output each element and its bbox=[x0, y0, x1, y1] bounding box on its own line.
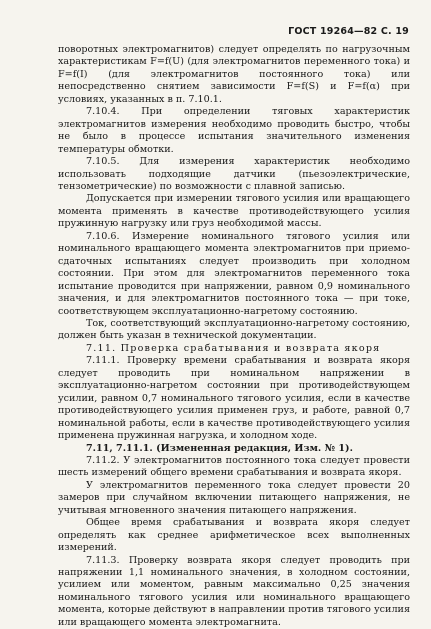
paragraph: 7.11.3. Проверку возврата якоря следует проводить при напряжении 1,1 номинального значения, в холодном состоянии, усилием или моментом, равным максимально 0,25 значения номинального тягового усилия или номинального вращающего момента, которые действуют в направлении против тягового усилия или вращающего момента электромагнита. bbox=[58, 554, 410, 628]
amendment-note: 7.11, 7.11.1. (Измененная редакция, Изм. № 1). bbox=[86, 442, 353, 454]
paragraph: 7.10.6. Измерение номинального тягового усилия или номинального вращающего момента электромагнитов при приемо-сдаточных испытаниях следует производить при холодном состоянии. При этом для электромагнитов переменного тока испытание проводится при напряжении, равном 0,9 номинального значения, и для электромагнитов постоянного тока — при токе, соответствующем эксплуатационно-нагретому состоянию. bbox=[58, 230, 410, 317]
section-heading: 7.11. Проверка срабатывания и возврата якоря bbox=[86, 342, 381, 354]
paragraph: Допускается при измерении тягового усилия или вращающего момента применять в качестве противодействующего усилия пружинную нагрузку или груз необходимой массы. bbox=[58, 193, 410, 230]
paragraph: поворотных электромагнитов) следует определять по нагрузочным характеристикам F=f(U) (для электромагнитов переменного тока) и F=f(I) (для электромагнитов постоянного тока) или непосредственно снятием зависимости F=f(S) и F=f(α) при условиях, указанных в п. 7.10.1. bbox=[58, 44, 410, 105]
paragraph: 7.11.2. У электромагнитов постоянного тока следует провести шесть измерений общего времени срабатывания и возврата якоря. bbox=[58, 454, 410, 479]
paragraph: Ток, соответствующий эксплуатационно-нагретому состоянию, должен быть указан в технической документации. bbox=[58, 317, 410, 342]
page-header: ГОСТ 19264—82 С. 19 bbox=[288, 26, 409, 37]
paragraph: 7.10.4. При определении тяговых характеристик электромагнитов измерения необходимо проводить быстро, чтобы не было в процессе испытания значительного изменения температуры обмотки. bbox=[58, 106, 410, 155]
paragraph: 7.10.5. Для измерения характеристик необходимо использовать подходящие датчики (пьезоэлектрические, тензометрические) по возможности с плавной записью. bbox=[58, 156, 410, 192]
paragraph: У электромагнитов переменного тока следует провести 20 замеров при случайном включении питающего напряжения, не учитывая мгновенного значения питающего напряжения. bbox=[58, 479, 410, 516]
document-body bbox=[58, 44, 410, 629]
paragraph: Общее время срабатывания и возврата якоря следует определять как среднее арифметическое всех выполненных измерений. bbox=[58, 517, 410, 554]
paragraph: 7.11.1. Проверку времени срабатывания и возврата якоря следует проводить при номинальном напряжении в эксплуатационно-нагретом состоянии при противодействующем усилии, равном 0,7 номинального тягового усилия, если в качестве противодействующего усилия применен груз, и работе, равной 0,7 номинальной работы, если в качестве противодействующего усилия применена пружинная нагрузка, и холодном ходе. bbox=[58, 355, 410, 442]
